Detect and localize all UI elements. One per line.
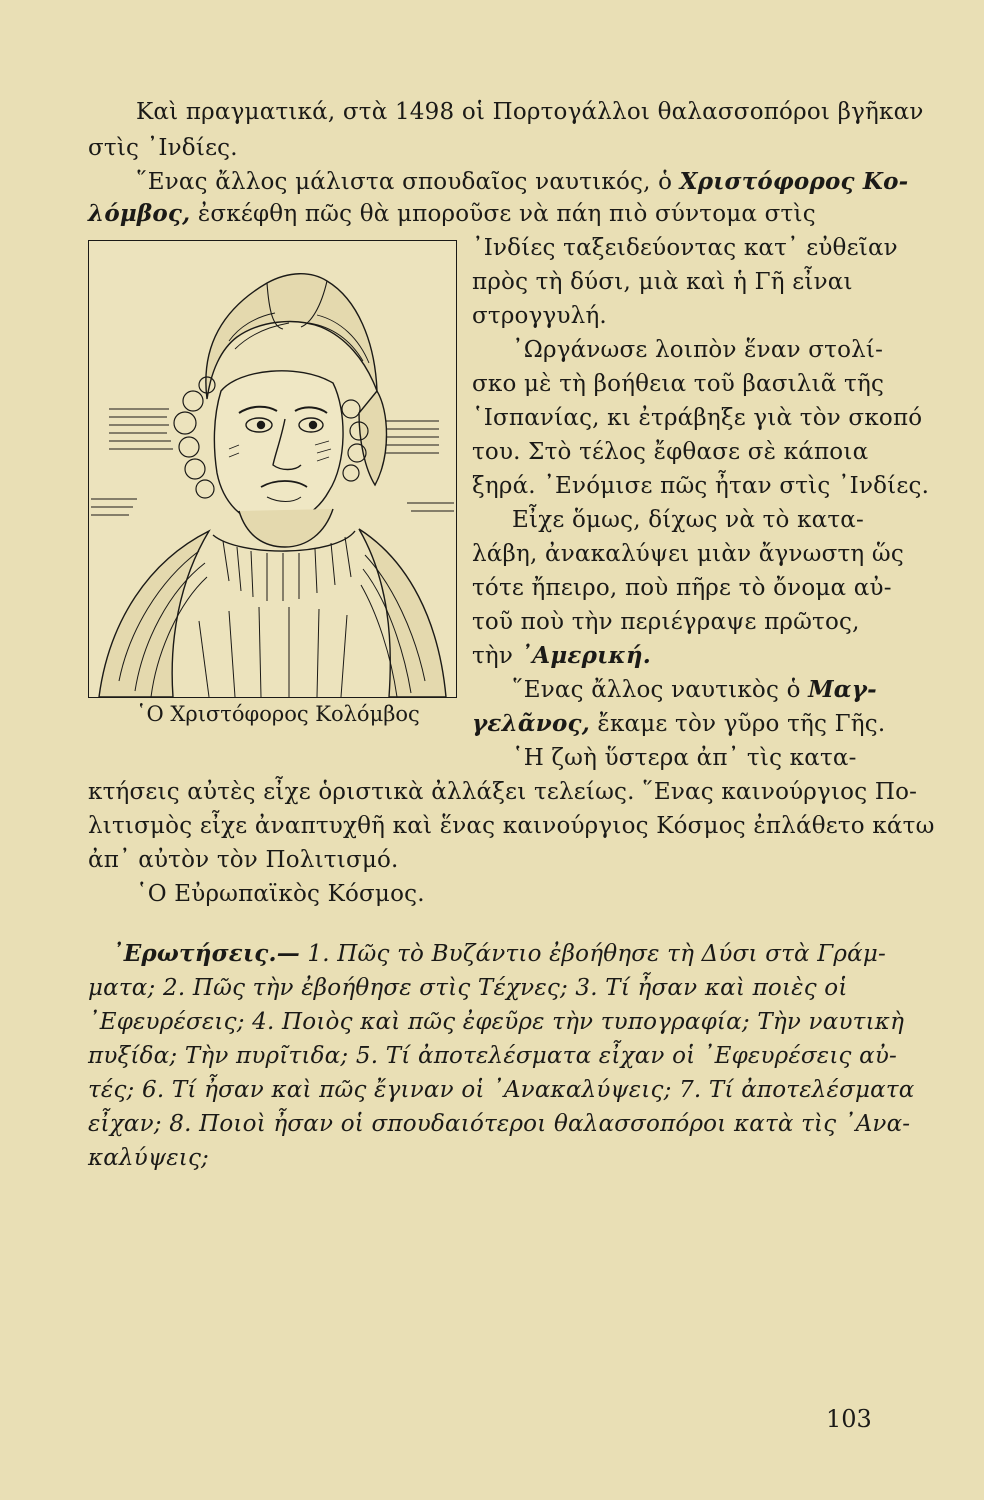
- text-line: ἀπ᾿ αὐτὸν τὸν Πολιτισμό.: [88, 847, 399, 873]
- columbus-portrait-engraving: [89, 241, 456, 697]
- bold-term-columbus-cont: λόμβος,: [88, 200, 191, 227]
- text-line: [472, 642, 651, 670]
- text-line: στὶς ᾿Ινδίες.: [88, 135, 238, 161]
- text-line: του. Στὸ τέλος ἔφθασε σὲ κάποια: [472, 439, 869, 465]
- text-line: κτήσεις αὐτὲς εἶχε ὁριστικὰ ἀλλάξει τελείως. ῞Ενας καινούργιος Πο-: [88, 779, 918, 805]
- questions-line: καλύψεις;: [88, 1145, 210, 1171]
- text-line: ᾿Ωργάνωσε λοιπὸν ἕναν στολί-: [512, 337, 884, 363]
- portrait-caption: ῾Ο Χριστόφορος Κολόμβος: [136, 702, 420, 726]
- questions-line: [112, 940, 886, 968]
- text-line: τοῦ ποὺ τὴν περιέγραψε πρῶτος,: [472, 609, 860, 635]
- text-line: σκο μὲ τὴ βοήθεια τοῦ βασιλιᾶ τῆς: [472, 371, 885, 397]
- text-line: Εἶχε ὅμως, δίχως νὰ τὸ κατα-: [512, 507, 865, 533]
- questions-text: 1. Πῶς τὸ Βυζάντιο ἐβοήθησε τὴ Δύσι στὰ Γράμ-: [307, 941, 887, 967]
- bold-term-america: ᾿Αμερική.: [520, 642, 651, 669]
- text-line: [136, 168, 908, 196]
- text-span: ἔκαμε τὸν γῦρο τῆς Γῆς.: [597, 711, 886, 737]
- questions-heading: ᾿Ερωτήσεις.—: [112, 940, 300, 967]
- text-line: [512, 676, 877, 704]
- text-span: τὴν: [472, 643, 514, 669]
- questions-line: τές; 6. Τί ἦσαν καὶ πῶς ἔγιναν οἱ ᾿Ανακαλύψεις; 7. Τί ἀποτελέσματα: [88, 1077, 915, 1103]
- text-line: λάβη, ἀνακαλύψει μιὰν ἄγνωστη ὥς: [472, 541, 904, 567]
- text-line: ῾Η ζωὴ ὕστερα ἀπ᾿ τὶς κατα-: [512, 745, 857, 771]
- text-line: Καὶ πραγματικά, στὰ 1498 οἱ Πορτογάλλοι θαλασσοπόροι βγῆκαν: [136, 99, 924, 125]
- text-line: τότε ἤπειρο, ποὺ πῆρε τὸ ὄνομα αὐ-: [472, 575, 892, 601]
- questions-line: εἶχαν; 8. Ποιοὶ ἦσαν οἱ σπουδαιότεροι θαλασσοπόροι κατὰ τὶς ᾿Ανα-: [88, 1111, 911, 1137]
- text-line: [472, 710, 885, 738]
- questions-line: ματα; 2. Πῶς τὴν ἐβοήθησε στὶς Τέχνες; 3. Τί ἦσαν καὶ ποιὲς οἱ: [88, 975, 848, 1001]
- text-line: στρογγυλή.: [472, 303, 607, 329]
- page-number: 103: [826, 1405, 872, 1433]
- text-line: ξηρά. ᾿Ενόμισε πῶς ἦταν στὶς ᾿Ινδίες.: [472, 473, 930, 499]
- bold-term-magellan-cont: γελᾶνος,: [472, 710, 590, 737]
- text-span: ῞Ενας ἄλλος μάλιστα σπουδαῖος ναυτικός, ὁ: [136, 169, 673, 195]
- text-line: ῾Ισπανίας, κι ἐτράβηξε γιὰ τὸν σκοπό: [472, 405, 923, 431]
- hat-brim-flap: [359, 391, 387, 485]
- text-line: λιτισμὸς εἶχε ἀναπτυχθῆ καὶ ἕνας καινούργιος Κόσμος ἐπλάθετο κάτω: [88, 813, 935, 839]
- text-line: [88, 200, 816, 228]
- bold-term-columbus: Χριστόφορος Κο-: [679, 168, 909, 195]
- text-line: πρὸς τὴ δύσι, μιὰ καὶ ἡ Γῆ εἶναι: [472, 269, 853, 295]
- questions-line: ᾿Εφευρέσεις; 4. Ποιὸς καὶ πῶς ἐφεῦρε τὴν τυπογραφία; Τὴν ναυτικὴ: [88, 1009, 905, 1035]
- columbus-portrait-frame: [88, 240, 457, 698]
- collar: [239, 509, 333, 547]
- text-line: ῾Ο Εὐρωπαϊκὸς Κόσμος.: [136, 881, 425, 907]
- text-span: ῞Ενας ἄλλος ναυτικὸς ὁ: [512, 677, 801, 703]
- bold-term-magellan: Μαγ-: [808, 676, 877, 703]
- questions-line: πυξίδα; Τὴν πυρῖτιδα; 5. Τί ἀποτελέσματα εἶχαν οἱ ᾿Εφευρέσεις αὐ-: [88, 1043, 898, 1069]
- text-line: ᾿Ινδίες ταξειδεύοντας κατ᾿ εὐθεῖαν: [472, 235, 898, 261]
- face-outline: [214, 371, 343, 525]
- text-span: ἐσκέφθη πῶς θὰ μποροῦσε νὰ πάη πιὸ σύντομα στὶς: [197, 201, 816, 227]
